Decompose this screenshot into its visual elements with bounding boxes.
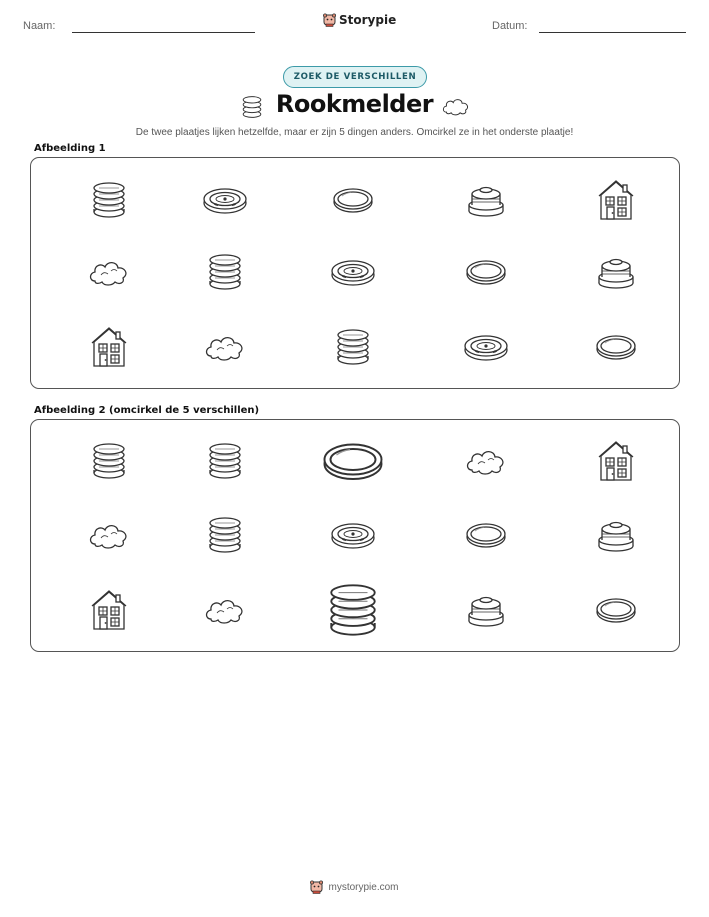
smoke-detector-icon[interactable]: [330, 519, 376, 551]
storypie-mascot-icon: [310, 880, 323, 894]
picture-1-label: Afbeelding 1: [34, 143, 106, 154]
coin-stack-icon: [92, 181, 126, 219]
name-label: Naam:: [23, 20, 56, 32]
smoke-detector-icon: [463, 331, 509, 363]
instruction-text: De twee plaatjes lijken hetzelfde, maar er zijn 5 dingen anders. Omcirkel ze in het onderste plaatje!: [135, 127, 574, 138]
smoke-alarm-base-icon: [467, 182, 505, 218]
smoke-cloud-icon: [441, 95, 471, 121]
smoke-alarm-base-icon[interactable]: [597, 517, 635, 553]
house-icon: [90, 326, 128, 368]
smoke-cloud-icon: [87, 257, 131, 287]
picture-2-label: Afbeelding 2 (omcirkel de 5 verschillen): [34, 405, 260, 416]
coin-stack-icon: [336, 328, 370, 366]
footer-site: mystorypie.com: [328, 881, 399, 893]
smoke-alarm-base-icon: [597, 254, 635, 290]
smoke-alarm-base-icon[interactable]: [467, 592, 505, 628]
name-line[interactable]: [72, 32, 255, 33]
smoke-detector-icon: [330, 256, 376, 288]
house-icon[interactable]: [90, 589, 128, 631]
disc-icon[interactable]: [595, 596, 637, 624]
disc-icon: [595, 333, 637, 361]
disc-icon: [465, 258, 507, 286]
smoke-cloud-icon[interactable]: [464, 446, 508, 476]
worksheet-tag: ZOEK DE VERSCHILLEN: [283, 66, 427, 88]
coin-stack-icon: [208, 253, 242, 291]
disc-icon: [332, 186, 374, 214]
disc-icon[interactable]: [322, 440, 385, 482]
date-label: Datum:: [492, 20, 528, 32]
storypie-mascot-icon: [323, 13, 336, 27]
coin-stack-icon[interactable]: [208, 516, 242, 554]
coin-stack-icon[interactable]: [328, 582, 377, 637]
date-line[interactable]: [539, 32, 686, 33]
coin-stack-icon: [240, 94, 264, 124]
coin-stack-icon[interactable]: [208, 442, 242, 480]
worksheet-title: Rookmelder: [275, 90, 434, 118]
coin-stack-icon[interactable]: [92, 442, 126, 480]
brand-name: Storypie: [339, 13, 397, 27]
brand-logo: [323, 13, 396, 27]
disc-icon[interactable]: [465, 521, 507, 549]
smoke-detector-icon: [202, 184, 248, 216]
smoke-cloud-icon[interactable]: [87, 520, 131, 550]
smoke-cloud-icon[interactable]: [203, 595, 247, 625]
smoke-cloud-icon: [203, 332, 247, 362]
house-icon[interactable]: [597, 440, 635, 482]
footer: [0, 880, 709, 894]
house-icon: [597, 179, 635, 221]
